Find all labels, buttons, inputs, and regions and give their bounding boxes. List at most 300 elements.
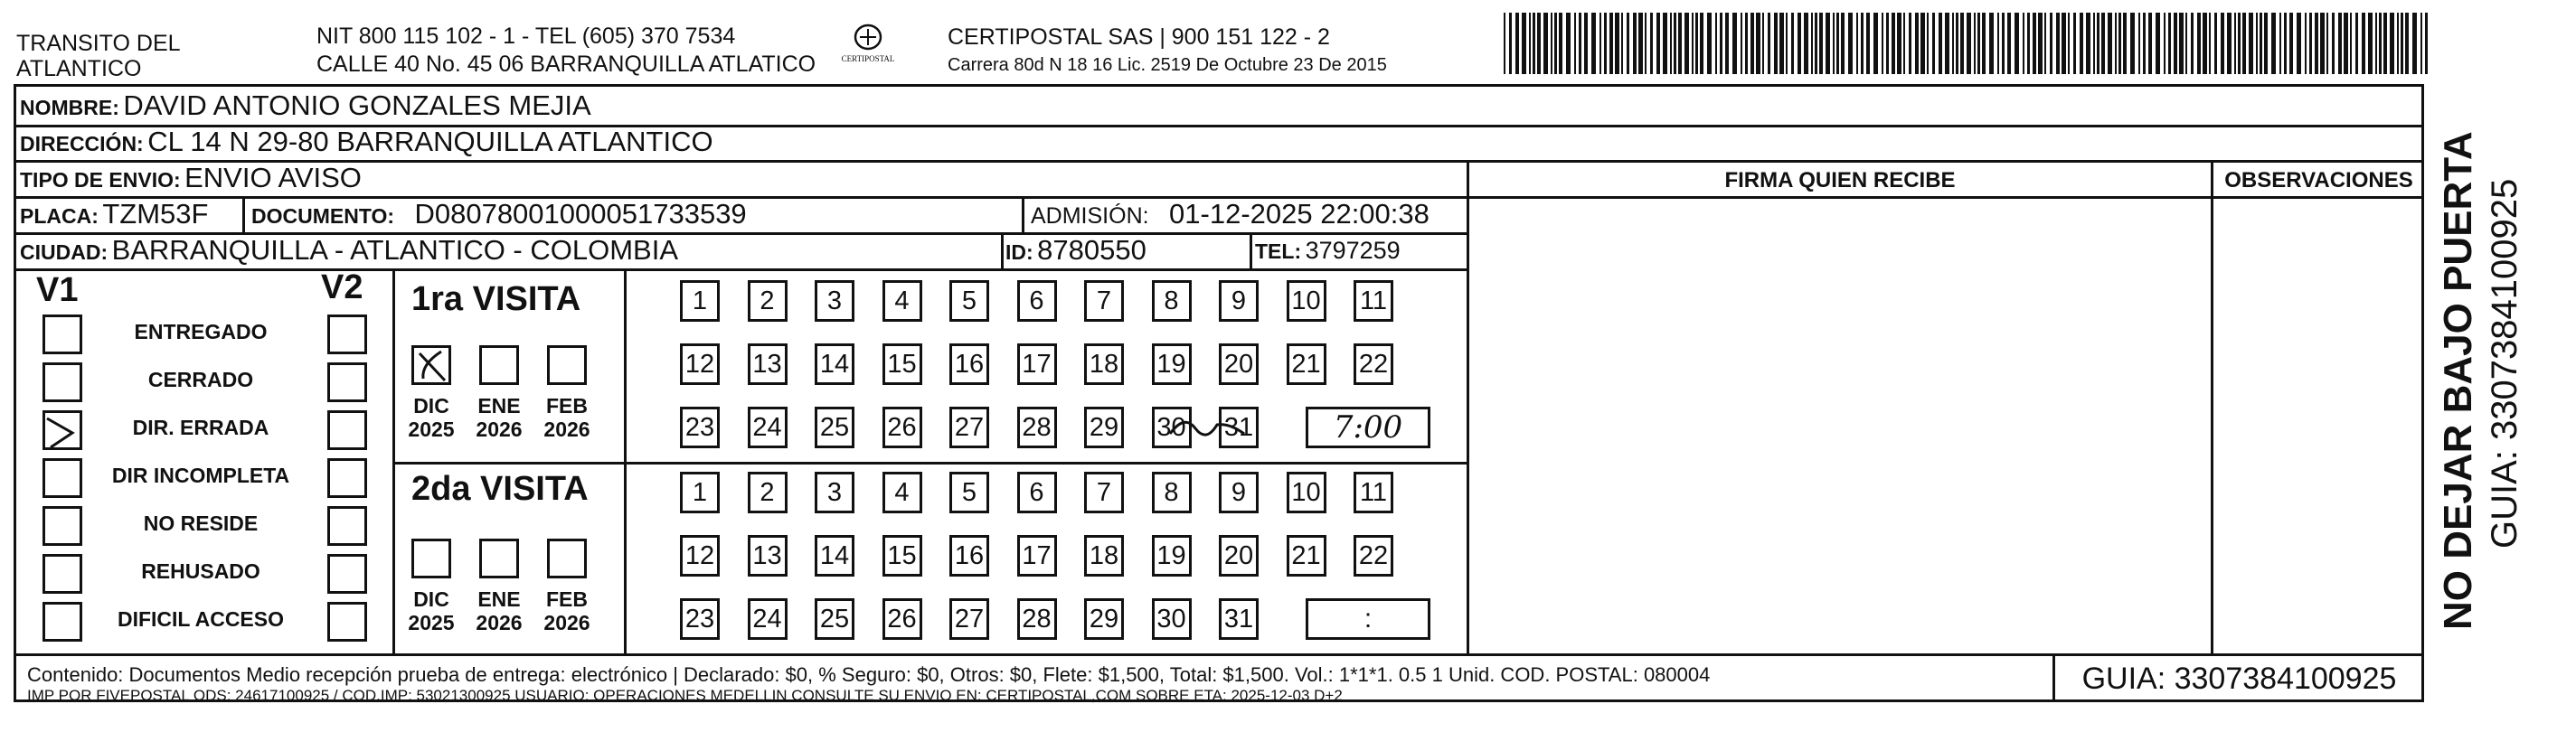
day-cell[interactable]: 13: [748, 535, 788, 577]
admision-cell: [1031, 197, 1430, 237]
barcode-bar: [1715, 13, 1717, 74]
month-checkbox[interactable]: [411, 539, 451, 578]
barcode-bar: [1774, 13, 1778, 74]
barcode-bar: [1779, 13, 1784, 74]
v2-checkbox[interactable]: [327, 458, 367, 498]
barcode-bar: [1695, 13, 1698, 74]
barcode-bar: [1977, 13, 1980, 74]
day-cell[interactable]: 27: [949, 407, 989, 448]
barcode-bar: [2002, 13, 2005, 74]
v1-label: V1: [36, 271, 79, 309]
barcode-bar: [2148, 13, 2152, 74]
barcode-bar: [1663, 13, 1667, 74]
barcode-bar: [2338, 13, 2342, 74]
status-label: CERRADO: [147, 368, 254, 391]
day-cell[interactable]: 14: [815, 535, 854, 577]
barcode-bar: [2375, 13, 2377, 74]
barcode-bar: [1745, 13, 1748, 74]
second-visit-title: 2da VISITA: [411, 470, 589, 508]
id-cell: [1005, 233, 1146, 273]
admision-label: ADMISIÓN:: [1031, 203, 1149, 229]
direccion-label: DIRECCIÓN:: [20, 132, 144, 155]
barcode-bar: [1762, 13, 1764, 74]
day-cell[interactable]: 24: [748, 598, 788, 640]
day-cell[interactable]: 24: [748, 407, 788, 448]
barcode-bar: [2264, 13, 2268, 74]
barcode-bar: [2118, 13, 2121, 74]
v2-checkbox[interactable]: [327, 602, 367, 642]
barcode-bar: [2044, 13, 2046, 74]
org-name-line2: ATLANTICO: [16, 56, 142, 81]
v2-checkbox[interactable]: [327, 314, 367, 354]
barcode-bar: [1741, 13, 1742, 74]
v1-checkbox[interactable]: [42, 458, 82, 498]
placa-label: PLACA:: [20, 204, 99, 228]
day-cell[interactable]: 17: [1017, 343, 1057, 385]
day-cell[interactable]: 11: [1354, 280, 1393, 322]
day-cell[interactable]: 7: [1084, 472, 1124, 513]
month-label: FEB: [546, 587, 588, 611]
status-label: NO RESIDE: [143, 512, 259, 535]
barcode-bar: [2284, 13, 2287, 74]
tel-value: 3797259: [1305, 237, 1401, 264]
day-cell[interactable]: 1: [680, 472, 720, 513]
barcode-bar: [1656, 13, 1660, 74]
v2-checkbox[interactable]: [327, 506, 367, 546]
day-cell[interactable]: 10: [1287, 472, 1326, 513]
day-cell[interactable]: 14: [815, 343, 854, 385]
day-cell[interactable]: 9: [1219, 280, 1259, 322]
barcode-bar: [2271, 13, 2276, 74]
day-cell[interactable]: 16: [949, 535, 989, 577]
barcode-bar: [1720, 13, 1722, 74]
barcode-bar: [1756, 13, 1760, 74]
barcode-bar: [2197, 13, 2201, 74]
day-cell[interactable]: 5: [949, 280, 989, 322]
barcode-bar: [2027, 13, 2030, 74]
barcode-bar: [2086, 13, 2090, 74]
barcode-bar: [2355, 13, 2358, 74]
barcode-bar: [2033, 13, 2036, 74]
barcode-bar: [1554, 13, 1557, 74]
day-cell[interactable]: 11: [1354, 472, 1393, 513]
barcode-bar: [2168, 13, 2171, 74]
v2-checkbox[interactable]: [327, 554, 367, 594]
barcode-bar: [2179, 13, 2184, 74]
year-label: 2026: [543, 611, 590, 634]
admision-value: 01-12-2025 22:00:38: [1169, 198, 1430, 230]
nombre-label: NOMBRE:: [20, 96, 119, 119]
day-cell[interactable]: 8: [1152, 472, 1192, 513]
barcode-bar: [2073, 13, 2076, 74]
barcode-bar: [2238, 13, 2241, 74]
v2-checkbox[interactable]: [327, 410, 367, 450]
barcode-bar: [1960, 13, 1964, 74]
barcode-bar: [1945, 13, 1949, 74]
barcode-bar: [1927, 13, 1929, 74]
ciudad-value: BARRANQUILLA - ATLANTICO - COLOMBIA: [111, 234, 679, 266]
barcode-bar: [1684, 13, 1689, 74]
barcode-bar: [2062, 13, 2066, 74]
barcode-bar: [2315, 13, 2318, 74]
barcode-bar: [2297, 13, 2301, 74]
day-cell[interactable]: 15: [882, 343, 922, 385]
barcode-bar: [1866, 13, 1870, 74]
day-cell[interactable]: 15: [882, 535, 922, 577]
observaciones-header: OBSERVACIONES: [2224, 168, 2413, 192]
barcode-bar: [1892, 13, 1895, 74]
month-label: FEB: [546, 394, 588, 418]
id-label: ID:: [1005, 240, 1033, 264]
day-cell[interactable]: 23: [680, 598, 720, 640]
barcode-bar: [1522, 13, 1526, 74]
footer-guia: GUIA: 3307384100925: [2081, 662, 2397, 696]
barcode-bar: [2405, 13, 2409, 74]
day-cell[interactable]: 29: [1084, 598, 1124, 640]
barcode-bar: [2227, 13, 2232, 74]
barcode-bar: [2401, 13, 2403, 74]
month-checkbox[interactable]: [547, 539, 587, 578]
tipo-envio-value: ENVIO AVISO: [184, 162, 362, 193]
barcode-bar: [1543, 13, 1548, 74]
side-notice: NO DEJAR BAJO PUERTA: [2436, 131, 2480, 630]
barcode-bar: [1939, 13, 1942, 74]
barcode-bar: [1786, 13, 1788, 74]
barcode-bar: [1833, 13, 1835, 74]
documento-cell: [251, 197, 747, 237]
barcode-bar: [1882, 13, 1883, 74]
barcode-bar: [1504, 13, 1505, 74]
day-cell[interactable]: 22: [1354, 535, 1393, 577]
barcode-bar: [1856, 13, 1858, 74]
day-cell[interactable]: 6: [1017, 472, 1057, 513]
day-cell[interactable]: 18: [1084, 535, 1124, 577]
barcode-bar: [1670, 13, 1672, 74]
barcode-bar: [1982, 13, 1986, 74]
first-visit-time: 7:00: [1333, 409, 1403, 446]
barcode-bar: [2249, 13, 2253, 74]
barcode-bar: [1584, 13, 1588, 74]
day-cell[interactable]: 4: [882, 472, 922, 513]
certipostal-logo: [836, 22, 900, 72]
barcode-bar: [1909, 13, 1911, 74]
day-cell[interactable]: 26: [882, 598, 922, 640]
day-cell[interactable]: 6: [1017, 280, 1057, 322]
barcode-bar: [2326, 13, 2328, 74]
month-checkbox[interactable]: [547, 345, 587, 385]
barcode-bar: [1509, 13, 1512, 74]
barcode-bar: [1732, 13, 1737, 74]
barcode-bar: [2115, 13, 2117, 74]
barcode-bar: [2068, 13, 2070, 74]
license-line: Carrera 80d N 18 16 Lic. 2519 De Octubre 23 De 2015: [948, 55, 1387, 75]
firma-header: FIRMA QUIEN RECIBE: [1724, 168, 1956, 192]
check-mark-icon: [414, 348, 450, 384]
barcode-bar: [2344, 13, 2348, 74]
status-label: REHUSADO: [141, 559, 260, 583]
side-guia: GUIA: 3307384100925: [2485, 178, 2524, 549]
day-cell[interactable]: 19: [1152, 535, 1192, 577]
barcode-bar: [2015, 13, 2019, 74]
barcode-bar: [1674, 13, 1676, 74]
barcode-bar: [2221, 13, 2224, 74]
day-cell[interactable]: 26: [882, 407, 922, 448]
barcode-bar: [1650, 13, 1653, 74]
day-cell[interactable]: 5: [949, 472, 989, 513]
v1-checkbox[interactable]: [42, 410, 82, 450]
barcode-bar: [1804, 13, 1808, 74]
barcode-bar: [1897, 13, 1901, 74]
first-visit-time-box[interactable]: [1306, 407, 1430, 448]
barcode-bar: [2138, 13, 2140, 74]
tipo-envio-label: TIPO DE ENVIO:: [20, 168, 181, 192]
day-cell[interactable]: 21: [1287, 343, 1326, 385]
barcode-bar: [1967, 13, 1971, 74]
barcode-bar: [2379, 13, 2382, 74]
second-visit-time-box[interactable]: [1306, 598, 1430, 640]
barcode-bar: [2397, 13, 2399, 74]
day-cell[interactable]: 21: [1287, 535, 1326, 577]
day-cell[interactable]: 20: [1219, 343, 1259, 385]
barcode-bar: [1515, 13, 1519, 74]
ciudad-cell: [20, 233, 678, 273]
day-cell[interactable]: 31: [1219, 407, 1259, 448]
barcode-bar: [2050, 13, 2052, 74]
barcode-bar: [2332, 13, 2335, 74]
logo-icon: [836, 22, 900, 72]
barcode-bar: [2420, 13, 2422, 74]
day-cell[interactable]: 19: [1152, 343, 1192, 385]
v1-checkbox[interactable]: [42, 362, 82, 402]
barcode-bar: [2362, 13, 2365, 74]
barcode-bar: [2174, 13, 2177, 74]
barcode-bar: [2156, 13, 2160, 74]
day-cell[interactable]: 2: [748, 280, 788, 322]
barcode-bar: [1609, 13, 1613, 74]
month-label: DIC: [413, 587, 449, 611]
barcode-bar: [2164, 13, 2166, 74]
day-cell[interactable]: 12: [680, 343, 720, 385]
barcode-bar: [1551, 13, 1552, 74]
id-value: 8780550: [1037, 234, 1146, 266]
barcode-bar: [1952, 13, 1954, 74]
v1-checkbox[interactable]: [42, 314, 82, 354]
barcode-bar: [1861, 13, 1864, 74]
barcode-bar: [2256, 13, 2258, 74]
day-cell[interactable]: 17: [1017, 535, 1057, 577]
day-cell[interactable]: 31: [1219, 598, 1259, 640]
barcode-bar: [1886, 13, 1889, 74]
barcode-bar: [1645, 13, 1647, 74]
barcode-bar: [2309, 13, 2312, 74]
year-label: 2026: [543, 418, 590, 441]
barcode-bar: [1700, 13, 1703, 74]
day-cell[interactable]: 2: [748, 472, 788, 513]
year-label: 2025: [408, 418, 455, 441]
barcode-bar: [1566, 13, 1571, 74]
nombre-row: [20, 89, 591, 128]
barcode-bar: [1989, 13, 1994, 74]
scribble-icon: [1166, 407, 1248, 452]
barcode-bar: [1599, 13, 1601, 74]
barcode-bar: [1621, 13, 1623, 74]
barcode-bar: [2305, 13, 2307, 74]
day-cell[interactable]: 25: [815, 407, 854, 448]
day-cell[interactable]: 3: [815, 472, 854, 513]
tel-cell: [1255, 233, 1401, 272]
barcode-bar: [2203, 13, 2207, 74]
barcode-bar: [2130, 13, 2135, 74]
nit-line: NIT 800 115 102 - 1 - TEL (605) 370 7534: [316, 23, 736, 49]
address-line: CALLE 40 No. 45 06 BARRANQUILLA ATLATICO: [316, 52, 816, 77]
barcode-bar: [2056, 13, 2060, 74]
day-cell[interactable]: 7: [1084, 280, 1124, 322]
barcode-bar: [1873, 13, 1878, 74]
barcode-bar: [1615, 13, 1619, 74]
barcode-bar: [1574, 13, 1576, 74]
day-cell[interactable]: 8: [1152, 280, 1192, 322]
barcode-bar: [1692, 13, 1694, 74]
barcode-bar: [1915, 13, 1919, 74]
day-cell[interactable]: 25: [815, 598, 854, 640]
barcode-bar: [1678, 13, 1682, 74]
v2-checkbox[interactable]: [327, 362, 367, 402]
status-label: DIR. ERRADA: [132, 416, 269, 439]
barcode-bar: [2185, 13, 2187, 74]
barcode-bar: [2383, 13, 2387, 74]
barcode-bar: [1798, 13, 1801, 74]
barcode-bar: [1836, 13, 1839, 74]
tipo-envio-row: [20, 161, 362, 201]
day-cell[interactable]: 10: [1287, 280, 1326, 322]
nombre-value: DAVID ANTONIO GONZALES MEJIA: [123, 89, 591, 121]
barcode-bar: [2209, 13, 2211, 74]
barcode-bar: [1627, 13, 1629, 74]
day-cell[interactable]: 16: [949, 343, 989, 385]
footer-content-line: Contenido: Documentos Medio recepción prueba de entrega: electrónico | Declarado: $0, % Seguro: $0, Otros: $0, Flete: $1,500, Total: $1,500. Vol.: 1*1*1. 0.5 1 Unid. COD. POSTAL: 080004: [27, 663, 1711, 686]
barcode-bar: [1903, 13, 1905, 74]
documento-label: DOCUMENTO:: [251, 204, 395, 228]
placa-value: TZM53F: [102, 198, 209, 230]
day-cell[interactable]: 30: [1152, 407, 1192, 448]
day-cell[interactable]: 30: [1152, 598, 1192, 640]
barcode-bar: [1559, 13, 1562, 74]
barcode-bar: [2260, 13, 2262, 74]
barcode-bar: [1956, 13, 1958, 74]
barcode-bar: [1533, 13, 1535, 74]
barcode-bar: [2023, 13, 2024, 74]
barcode-bar: [2123, 13, 2127, 74]
barcode-bar: [1791, 13, 1794, 74]
placa-cell: [20, 197, 208, 237]
barcode-bar: [1811, 13, 1813, 74]
barcode-bar: [2412, 13, 2417, 74]
barcode-bar: [1591, 13, 1596, 74]
status-label: DIR INCOMPLETA: [111, 464, 290, 487]
barcode-bar: [2320, 13, 2325, 74]
month-label: ENE: [477, 394, 521, 418]
day-cell[interactable]: 22: [1354, 343, 1393, 385]
month-label: ENE: [477, 587, 521, 611]
barcode-bar: [2368, 13, 2373, 74]
v1-checkbox[interactable]: [42, 602, 82, 642]
barcode-bar: [2143, 13, 2146, 74]
day-cell[interactable]: 18: [1084, 343, 1124, 385]
month-checkbox[interactable]: [411, 345, 451, 385]
day-cell[interactable]: 1: [680, 280, 720, 322]
barcode-bar: [1841, 13, 1845, 74]
footer-print-line: IMP POR FIVEPOSTAL ODS: 24617100925 / COD.IMP: 53021300925 USUARIO: OPERACIONES MEDELLIN CONSULTE SU ENVIO EN: CERTIPOSTAL,COM SOBRE ETA: 2025-12-03 D+2: [27, 687, 1343, 704]
barcode-bar: [2097, 13, 2099, 74]
barcode-bar: [1638, 13, 1643, 74]
barcode-bar: [1604, 13, 1607, 74]
year-label: 2026: [476, 611, 523, 634]
barcode-bar: [2038, 13, 2043, 74]
v2-label: V2: [321, 268, 363, 306]
barcode-bar: [1750, 13, 1754, 74]
check-mark-icon: [45, 413, 81, 449]
v1-checkbox[interactable]: [42, 554, 82, 594]
barcode-bar: [1920, 13, 1925, 74]
barcode-bar: [2242, 13, 2246, 74]
barcode-bar: [1633, 13, 1637, 74]
day-cell[interactable]: 3: [815, 280, 854, 322]
barcode-bar: [1725, 13, 1729, 74]
barcode-bar: [2007, 13, 2011, 74]
barcode-bar: [1819, 13, 1823, 74]
barcode-bar: [1932, 13, 1935, 74]
barcode-bar: [2279, 13, 2281, 74]
barcode-bar: [1768, 13, 1770, 74]
barcode-bar: [1997, 13, 1999, 74]
day-cell[interactable]: 20: [1219, 535, 1259, 577]
barcode-bar: [1974, 13, 1976, 74]
first-visit-title: 1ra VISITA: [411, 280, 581, 318]
day-cell[interactable]: 29: [1084, 407, 1124, 448]
handwritten-mark: [1166, 407, 1248, 456]
year-label: 2025: [408, 611, 455, 634]
barcode-bar: [2101, 13, 2105, 74]
day-cell[interactable]: 28: [1017, 598, 1057, 640]
barcode-bar: [2108, 13, 2112, 74]
barcode-bar: [2093, 13, 2095, 74]
month-checkbox[interactable]: [479, 345, 519, 385]
barcode-bar: [2425, 13, 2428, 74]
barcode-bar: [2234, 13, 2236, 74]
tel-label: TEL:: [1255, 239, 1302, 263]
day-cell[interactable]: 9: [1219, 472, 1259, 513]
day-cell[interactable]: 27: [949, 598, 989, 640]
barcode-bar: [1848, 13, 1853, 74]
day-cell[interactable]: 12: [680, 535, 720, 577]
day-cell[interactable]: 13: [748, 343, 788, 385]
barcode-bar: [2080, 13, 2083, 74]
barcode-icon: [1504, 13, 2430, 74]
org-name-line1: TRANSITO DEL: [16, 31, 181, 56]
day-cell[interactable]: 4: [882, 280, 922, 322]
documento-value: D08078001000051733539: [414, 198, 747, 230]
ciudad-label: CIUDAD:: [20, 240, 109, 264]
barcode-bar: [1826, 13, 1830, 74]
barcode-bar: [2214, 13, 2217, 74]
day-cell[interactable]: 23: [680, 407, 720, 448]
barcode-bar: [1815, 13, 1817, 74]
day-cell[interactable]: 28: [1017, 407, 1057, 448]
v1-checkbox[interactable]: [42, 506, 82, 546]
barcode-bar: [2350, 13, 2352, 74]
month-checkbox[interactable]: [479, 539, 519, 578]
barcode-bar: [2289, 13, 2293, 74]
